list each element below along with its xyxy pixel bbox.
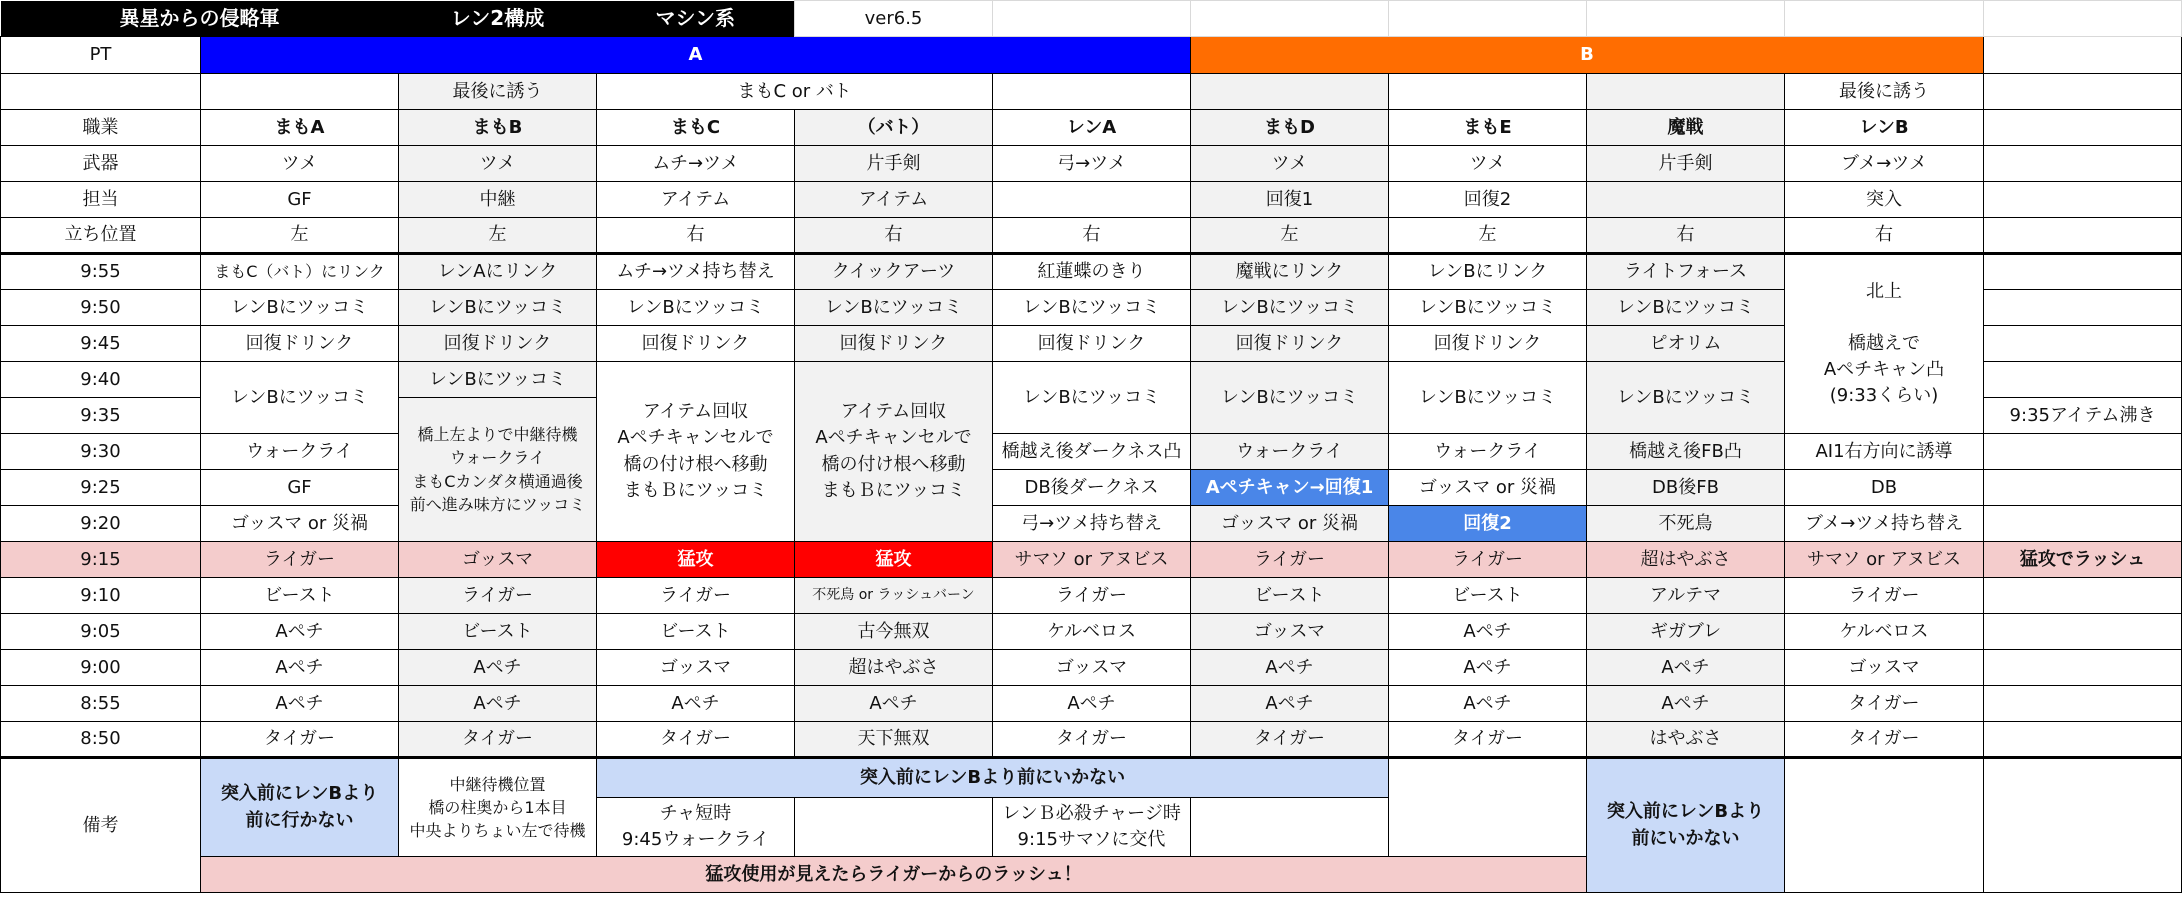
empty-cell [1,74,201,110]
time-row-920 [1,506,2182,542]
lure-note-mamo-b: 最後に誘う [399,74,597,110]
duty-cell: GF [201,182,399,218]
duty-cell [1587,182,1785,218]
time-row-905 [1,614,2182,650]
action-cell: ビースト [201,578,399,614]
weapon-cell: ブメ→ツメ [1785,146,1984,182]
block-line: Aペチキャンセルで [617,427,774,449]
time-row-910 [1,578,2182,614]
block-line: まもCカンダタ横通過後 [412,471,583,491]
time-label: 9:30 [1,434,201,470]
action-cell: 弓→ツメ持ち替え [993,506,1191,542]
action-cell: Aペチ [1191,650,1389,686]
action-cell: Aペチ [993,686,1191,722]
time-label: 9:40 [1,362,201,398]
weapon-cell: ツメ [1389,146,1587,182]
action-cell: Aペチ [201,614,399,650]
empty-cell [1984,758,2182,893]
item-spawn-note: 9:35アイテム沸き [1984,398,2182,434]
heal-action-cell: 回復2 [1389,506,1587,542]
position-cell: 左 [399,218,597,254]
action-cell: ムチ→ツメ持ち替え [597,254,795,290]
position-cell: 右 [597,218,795,254]
assault-cell: 猛攻 [795,542,993,578]
heal-action-cell: Aペチキャン→回復1 [1191,470,1389,506]
action-cell: 橋越え後FB凸 [1587,434,1785,470]
sheet-title: 異星からの侵略軍 [1,1,399,37]
action-cell: レンBにツッコミ [1389,362,1587,434]
action-cell: レンBにツッコミ [993,362,1191,434]
empty-cell [1984,74,2182,110]
action-cell: ビースト [399,614,597,650]
position-cell: 右 [993,218,1191,254]
time-label: 9:55 [1,254,201,290]
note-line: チャ短時 [659,802,732,824]
note-line: 9:15サマソに交代 [1017,829,1166,850]
action-cell: Aペチ [1587,686,1785,722]
empty-cell [1389,74,1587,110]
mamo-b-relay-block [399,398,597,542]
weapon-row [1,146,2182,182]
weapon-row-label: 武器 [1,146,201,182]
action-cell: Aペチ [1191,686,1389,722]
action-cell: ウォークライ [1389,434,1587,470]
time-label: 9:35 [1,398,201,434]
note-line: 中央よりちょい左で待機 [409,821,586,841]
job-cell: 魔戦 [1587,110,1785,146]
time-row-915 [1,542,2182,578]
duty-cell: アイテム [597,182,795,218]
position-row [1,218,2182,254]
action-cell: 回復ドリンク [993,326,1191,362]
action-cell: ビースト [1389,578,1587,614]
note-line: 9:45ウォークライ [621,829,770,850]
weapon-cell: 片手剣 [1587,146,1785,182]
action-cell: レンBにツッコミ [1389,290,1587,326]
empty-cell [795,798,993,857]
empty-cell [1984,1,2182,37]
block-line: アイテム回収 [840,401,947,423]
party-row-label: PT [1,37,201,74]
lure-note-ren-b: 最後に誘う [1785,74,1984,110]
empty-cell [201,74,399,110]
notes-row [1,758,2182,798]
action-cell: ライトフォース [1587,254,1785,290]
time-row-930 [1,434,2182,470]
action-cell: サマソ or アヌビス [1785,542,1984,578]
empty-cell [1191,74,1389,110]
assault-cell: 猛攻 [597,542,795,578]
weapon-cell: ツメ [1191,146,1389,182]
party-b-header: B [1191,37,1984,74]
action-cell: ライガー [1389,542,1587,578]
empty-cell [1984,110,2182,146]
action-cell: レンBにツッコミ [597,290,795,326]
action-cell: タイガー [399,722,597,758]
action-cell: レンBにツッコミ [399,290,597,326]
note-mase [1587,758,1785,893]
note-line: 突入前にレンBより [220,783,379,805]
position-cell: 右 [1587,218,1785,254]
action-cell: ビースト [1191,578,1389,614]
action-cell: 回復ドリンク [399,326,597,362]
ren-b-route-block [1785,254,1984,434]
job-cell: レンA [993,110,1191,146]
action-cell: 不死鳥 [1587,506,1785,542]
action-cell: 超はやぶさ [795,650,993,686]
action-cell: ライガー [201,542,399,578]
note-line: 前にいかない [1631,827,1740,849]
time-label: 9:50 [1,290,201,326]
lure-note-mamo-c: まもC or バト [597,74,993,110]
job-cell: まもD [1191,110,1389,146]
action-cell: レンBにツッコミ [1587,290,1785,326]
note-line: 前に行かない [245,809,354,831]
empty-cell [993,74,1191,110]
block-line: 橋越えで [1848,332,1920,354]
action-cell: レンBにツッコミ [1587,362,1785,434]
action-cell: タイガー [1785,686,1984,722]
note-line: 突入前にレンBより [1606,801,1765,823]
empty-cell [1191,1,1389,37]
block-line: 橋の付け根へ移動 [623,453,768,475]
job-cell: まもC [597,110,795,146]
note-line: 中継待機位置 [449,774,546,794]
action-cell: Aペチ [201,650,399,686]
lure-row [1,74,2182,110]
block-line: Aペチキャンセルで [815,427,972,449]
action-cell: ライガー [1785,578,1984,614]
action-cell: ゴッスマ or 災禍 [1389,470,1587,506]
item-pickup-block [597,362,795,542]
action-cell: ギガブレ [1587,614,1785,650]
job-row [1,110,2182,146]
note-ren-a [993,798,1191,857]
position-row-label: 立ち位置 [1,218,201,254]
time-label: 9:25 [1,470,201,506]
note-mamo-b [399,758,597,857]
action-cell: Aペチ [1389,614,1587,650]
action-cell: レンBにツッコミ [399,362,597,398]
empty-cell [1984,362,2182,398]
job-cell: まもE [1389,110,1587,146]
action-cell: ケルベロス [1785,614,1984,650]
empty-cell [1984,290,2182,326]
time-label: 9:05 [1,614,201,650]
note-mamo-a [201,758,399,857]
action-cell: クイックアーツ [795,254,993,290]
time-label: 8:50 [1,722,201,758]
action-cell: Aペチ [399,650,597,686]
action-cell: ゴッスマ [1785,650,1984,686]
action-cell: ライガー [993,578,1191,614]
action-cell: ライガー [1191,542,1389,578]
version-label: ver6.5 [795,1,993,37]
block-line: (9:33くらい) [1829,385,1939,407]
empty-cell [1587,1,1785,37]
action-cell: 回復ドリンク [1191,326,1389,362]
note-rush-banner: 猛攻使用が見えたらライガーからのラッシュ！ [201,857,1587,893]
action-cell: レンBにリンク [1389,254,1587,290]
action-cell: 魔戦にリンク [1191,254,1389,290]
time-label: 9:10 [1,578,201,614]
empty-cell [1984,686,2182,722]
action-cell: 橋越え後ダークネス凸 [993,434,1191,470]
position-cell: 左 [1389,218,1587,254]
time-label: 9:15 [1,542,201,578]
action-cell: タイガー [1191,722,1389,758]
duty-row-label: 担当 [1,182,201,218]
action-cell: AI1右方向に誘導 [1785,434,1984,470]
action-cell: タイガー [1389,722,1587,758]
action-cell: Aペチ [399,686,597,722]
rush-note: 猛攻でラッシュ [1984,542,2182,578]
action-cell: Aペチ [1587,650,1785,686]
empty-cell [1984,470,2182,506]
action-cell: ゴッスマ or 災禍 [201,506,399,542]
block-line: 橋上左よりで中継待機 [417,425,578,445]
empty-cell [1389,1,1587,37]
action-cell: レンBにツッコミ [1191,290,1389,326]
action-cell: タイガー [201,722,399,758]
block-line: 北上 [1866,280,1902,302]
action-cell: レンBにツッコミ [201,362,399,434]
time-row-855 [1,686,2182,722]
empty-cell [1785,758,1984,893]
action-cell: タイガー [1785,722,1984,758]
note-mid-banner: 突入前にレンBより前にいかない [597,758,1389,798]
action-cell: アルテマ [1587,578,1785,614]
block-line: まもＢにツッコミ [623,479,768,501]
action-cell: ウォークライ [1191,434,1389,470]
action-cell: ライガー [597,578,795,614]
action-cell: まもC（バト）にリンク [201,254,399,290]
duty-cell: 回復2 [1389,182,1587,218]
action-cell: 不死鳥 or ラッシュバーン [795,578,993,614]
empty-cell [1984,506,2182,542]
empty-cell [1984,722,2182,758]
empty-cell [1984,326,2182,362]
action-cell: Aペチ [795,686,993,722]
duty-cell [993,182,1191,218]
action-cell: ゴッスマ [399,542,597,578]
action-cell: Aペチ [201,686,399,722]
action-cell: DB後ダークネス [993,470,1191,506]
block-line: まもＢにツッコミ [821,479,966,501]
time-row-900 [1,650,2182,686]
block-line: Aペチキャン凸 [1823,359,1945,380]
action-cell: レンBにツッコミ [795,290,993,326]
empty-cell [1984,218,2182,254]
block-line [1785,305,1983,331]
empty-cell [1785,1,1984,37]
action-cell: 紅蓮蝶のきり [993,254,1191,290]
job-row-label: 職業 [1,110,201,146]
empty-cell [1587,74,1785,110]
action-cell: Aペチ [1389,650,1587,686]
weapon-cell: 片手剣 [795,146,993,182]
empty-cell [1984,182,2182,218]
action-cell: ビースト [597,614,795,650]
action-cell: Aペチ [1389,686,1587,722]
party-a-header: A [201,37,1191,74]
note-line: レンＢ必殺チャージ時 [1002,802,1181,824]
action-cell: サマソ or アヌビス [993,542,1191,578]
empty-cell [1389,758,1587,857]
duty-cell: 回復1 [1191,182,1389,218]
enemy-type-label: マシン系 [597,1,795,37]
empty-cell [1984,650,2182,686]
empty-cell [1984,146,2182,182]
time-label: 9:20 [1,506,201,542]
time-label: 9:45 [1,326,201,362]
block-line: 橋の付け根へ移動 [821,453,966,475]
position-cell: 左 [201,218,399,254]
time-row-925 [1,470,2182,506]
action-cell: ゴッスマ [993,650,1191,686]
action-cell: ウォークライ [201,434,399,470]
duty-cell: アイテム [795,182,993,218]
position-cell: 右 [795,218,993,254]
position-cell: 右 [1785,218,1984,254]
weapon-cell: ツメ [201,146,399,182]
empty-cell [1984,434,2182,470]
action-cell: ゴッスマ [597,650,795,686]
position-cell: 左 [1191,218,1389,254]
action-cell: DB後FB [1587,470,1785,506]
empty-cell [1984,37,2182,74]
action-cell: タイガー [993,722,1191,758]
block-line: ウォークライ [450,448,545,468]
empty-cell [1191,798,1389,857]
action-cell: ゴッスマ or 災禍 [1191,506,1389,542]
empty-cell [1984,254,2182,290]
weapon-cell: ツメ [399,146,597,182]
action-cell: タイガー [597,722,795,758]
duty-row [1,182,2182,218]
time-row-955 [1,254,2182,290]
action-cell: レンBにツッコミ [201,290,399,326]
time-label: 8:55 [1,686,201,722]
action-cell: DB [1785,470,1984,506]
action-cell: 回復ドリンク [201,326,399,362]
item-pickup-block [795,362,993,542]
action-cell: レンAにリンク [399,254,597,290]
time-row-850 [1,722,2182,758]
action-cell: Aペチ [597,686,795,722]
block-line: アイテム回収 [642,401,749,423]
action-cell: 超はやぶさ [1587,542,1785,578]
time-label: 9:00 [1,650,201,686]
action-cell: 古今無双 [795,614,993,650]
action-cell: 回復ドリンク [795,326,993,362]
note-line: 橋の柱奥から1本目 [428,797,567,817]
notes-row-label: 備考 [1,758,201,893]
action-cell: はやぶさ [1587,722,1785,758]
action-cell: 回復ドリンク [1389,326,1587,362]
action-cell: 天下無双 [795,722,993,758]
action-cell: ライガー [399,578,597,614]
duty-cell: 突入 [1785,182,1984,218]
action-cell: レンBにツッコミ [993,290,1191,326]
empty-cell [1984,614,2182,650]
action-cell: ピオリム [1587,326,1785,362]
composition-label: レン2構成 [399,1,597,37]
note-mamo-c [597,798,795,857]
job-cell: まもA [201,110,399,146]
duty-cell: 中継 [399,182,597,218]
job-cell: （バト） [795,110,993,146]
job-cell: まもB [399,110,597,146]
action-cell: レンBにツッコミ [1191,362,1389,434]
block-line: 前へ進み味方にツッコミ [409,494,586,514]
job-cell: レンB [1785,110,1984,146]
party-row [1,37,2182,74]
action-cell: 回復ドリンク [597,326,795,362]
action-cell: ブメ→ツメ持ち替え [1785,506,1984,542]
weapon-cell: 弓→ツメ [993,146,1191,182]
empty-cell [1984,578,2182,614]
action-cell: ゴッスマ [1191,614,1389,650]
title-row [1,1,2182,37]
weapon-cell: ムチ→ツメ [597,146,795,182]
action-cell: ケルベロス [993,614,1191,650]
empty-cell [993,1,1191,37]
action-cell: GF [201,470,399,506]
